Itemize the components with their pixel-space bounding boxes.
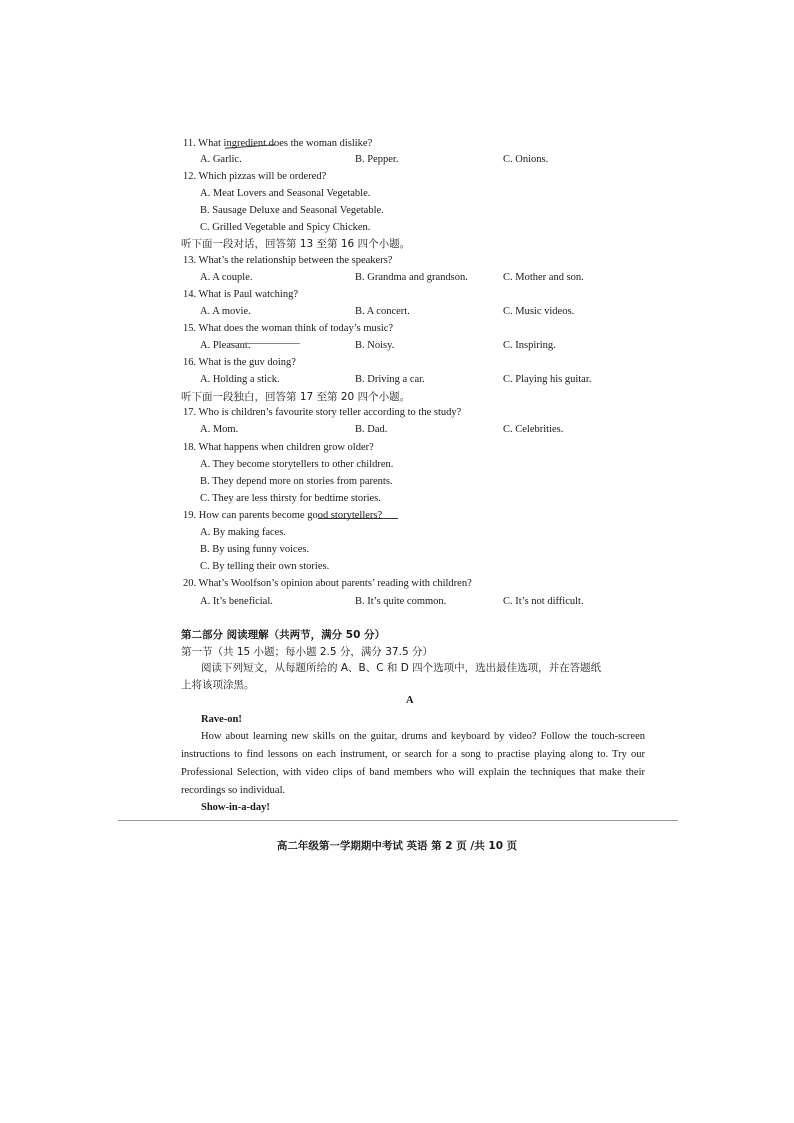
section1-title: 第一节（共 15 小题；每小题 2.5 分，满分 37.5 分） xyxy=(181,646,433,658)
instruction-dialog-17-20: 听下面一段独白，回答第 17 至第 20 四个小题。 xyxy=(181,391,411,403)
question-20: 20. What’s Woolfson’s opinion about parents’ reading with children? xyxy=(183,578,472,589)
directions-line1: 阅读下列短文，从每题所给的 A、B、C 和 D 四个选项中，选出最佳选项，并在答题纸 xyxy=(201,662,602,674)
q16-option-c: C. Playing his guitar. xyxy=(503,374,592,385)
q13-option-c: C. Mother and son. xyxy=(503,272,584,283)
q12-option-a: A. Meat Lovers and Seasonal Vegetable. xyxy=(200,188,371,199)
q20-option-b: B. It’s quite common. xyxy=(355,596,447,607)
q18-option-a: A. They become storytellers to other children. xyxy=(200,459,394,470)
q20-option-a: A. It’s beneficial. xyxy=(200,596,273,607)
q18-option-c: C. They are less thirsty for bedtime stories. xyxy=(200,493,381,504)
pen-underline-mark xyxy=(318,518,398,519)
question-19: 19. How can parents become good storytellers? xyxy=(183,510,383,521)
question-17: 17. Who is children’s favourite story teller according to the study? xyxy=(183,407,462,418)
part2-title: 第二部分 阅读理解（共两节，满分 50 分） xyxy=(181,629,386,641)
q15-option-b: B. Noisy. xyxy=(355,340,395,351)
question-16: 16. What is the guv doing? xyxy=(183,357,296,368)
question-18: 18. What happens when children grow older? xyxy=(183,442,374,453)
passage-label: A xyxy=(406,695,414,706)
q19-option-a: A. By making faces. xyxy=(200,527,287,538)
passage-heading-rave-on: Rave-on! xyxy=(201,714,242,725)
q11-option-a: A. Garlic. xyxy=(200,154,242,165)
q14-option-c: C. Music videos. xyxy=(503,306,575,317)
q15-option-a: A. Pleasant. xyxy=(200,340,251,351)
q13-option-a: A. A couple. xyxy=(200,272,253,283)
q14-option-b: B. A concert. xyxy=(355,306,410,317)
q12-option-b: B. Sausage Deluxe and Seasonal Vegetable. xyxy=(200,205,384,216)
q20-option-c: C. It’s not difficult. xyxy=(503,596,584,607)
question-11: 11. What ingredient does the woman dislike? xyxy=(183,138,373,149)
pen-strike-mark xyxy=(230,343,300,344)
q11-option-b: B. Pepper. xyxy=(355,154,399,165)
directions-line2: 上将该项涂黑。 xyxy=(181,679,255,691)
instruction-dialog-13-16: 听下面一段对话，回答第 13 至第 16 四个小题。 xyxy=(181,238,411,250)
q15-option-c: C. Inspiring. xyxy=(503,340,556,351)
q17-option-a: A. Mom. xyxy=(200,424,239,435)
q17-option-b: B. Dad. xyxy=(355,424,388,435)
q11-option-c: C. Onions. xyxy=(503,154,549,165)
q13-option-b: B. Grandma and grandson. xyxy=(355,272,468,283)
question-13: 13. What’s the relationship between the speakers? xyxy=(183,255,393,266)
q12-option-c: C. Grilled Vegetable and Spicy Chicken. xyxy=(200,222,371,233)
question-12: 12. Which pizzas will be ordered? xyxy=(183,171,327,182)
page-footer: 高二年级第一学期期中考试 英语 第 2 页 /共 10 页 xyxy=(276,840,518,852)
q18-option-b: B. They depend more on stories from parents. xyxy=(200,476,393,487)
passage-heading-show-in-a-day: Show-in-a-day! xyxy=(201,802,270,813)
q14-option-a: A. A movie. xyxy=(200,306,251,317)
q16-option-b: B. Driving a car. xyxy=(355,374,425,385)
page-divider xyxy=(118,820,678,821)
q19-option-b: B. By using funny voices. xyxy=(200,544,310,555)
q17-option-c: C. Celebrities. xyxy=(503,424,564,435)
q19-option-c: C. By telling their own stories. xyxy=(200,561,330,572)
question-14: 14. What is Paul watching? xyxy=(183,289,298,300)
passage-body: How about learning new skills on the guitar, drums and keyboard by video? Follow the touch-screen instructions to find lessons on each instrument, or search for a song to practise playing along to. Try our Professional Selection, with video clips of band members who will explain the techniques that make their recordings so individual. xyxy=(181,731,645,796)
q16-option-a: A. Holding a stick. xyxy=(200,374,280,385)
question-15: 15. What does the woman think of today’s music? xyxy=(183,323,394,334)
